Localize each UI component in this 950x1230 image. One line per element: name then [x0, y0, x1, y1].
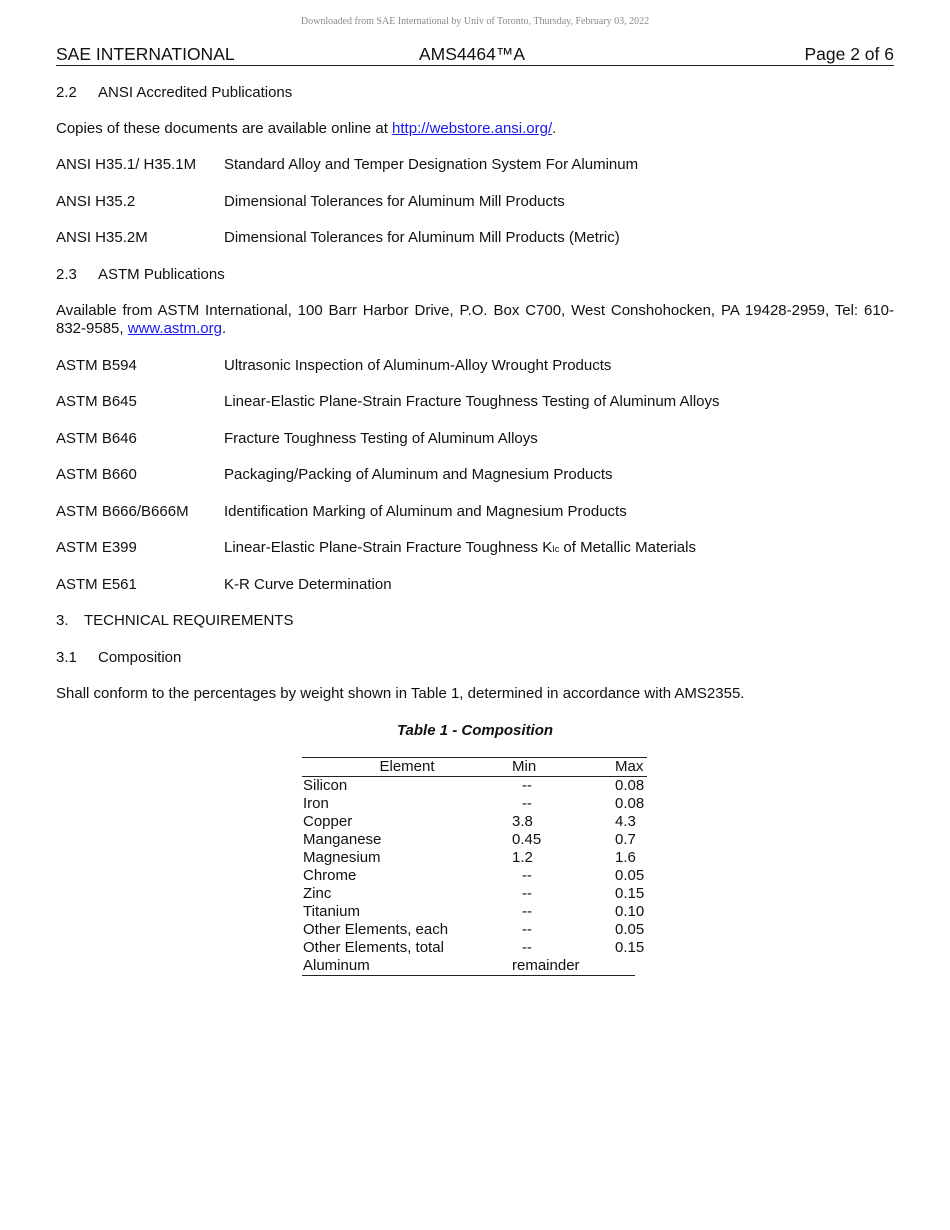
astm-link[interactable]: www.astm.org [127, 320, 222, 337]
cell-min: -- [522, 777, 532, 794]
ref-title: K-R Curve Determination [224, 576, 392, 593]
ref-code: ASTM E399 [56, 539, 137, 556]
ref-title: Fracture Toughness Testing of Aluminum Alloys [224, 430, 538, 447]
intro-text: Available from ASTM International, 100 Barr Harbor Drive, P.O. Box C700, West Conshohocken, PA 19428-2959, Tel: 610-832-9585, [56, 302, 894, 337]
cell-min: 0.45 [512, 831, 542, 848]
header-doc-number: AMS4464™A [419, 44, 526, 64]
cell-max: 0.05 [615, 867, 645, 884]
cell-element: Other Elements, each [303, 921, 449, 938]
table-row [302, 831, 647, 849]
table-caption: Table 1 - Composition [396, 722, 554, 739]
section-2-2-heading [56, 84, 292, 102]
ref-code: ASTM B660 [56, 466, 137, 483]
cell-min: -- [522, 885, 532, 902]
section-2-3-heading [56, 266, 225, 284]
cell-element: Iron [303, 795, 329, 812]
cell-max: 0.05 [615, 921, 645, 938]
table-row [302, 903, 647, 921]
ref-title: Dimensional Tolerances for Aluminum Mill Products [224, 193, 565, 210]
section-2-3-intro [56, 302, 894, 338]
cell-max: 4.3 [615, 813, 636, 830]
ref-code: ANSI H35.2 [56, 193, 136, 210]
table-row [302, 885, 647, 903]
ref-title: Identification Marking of Aluminum and Magnesium Products [224, 503, 627, 520]
composition-table [302, 757, 647, 976]
cell-min: -- [522, 939, 532, 956]
section-title: ASTM Publications [98, 266, 225, 283]
cell-element: Manganese [303, 831, 382, 848]
cell-element: Chrome [303, 867, 357, 884]
cell-max: 0.08 [615, 795, 645, 812]
intro-text: Copies of these documents are available online at [56, 120, 393, 137]
cell-max: 0.08 [615, 777, 645, 794]
ref-code: ASTM E561 [56, 576, 137, 593]
ref-title-post: of Metallic Materials [559, 539, 696, 556]
header-max: Max [615, 758, 644, 775]
cell-max: 0.15 [615, 885, 645, 902]
table-header-row [302, 758, 647, 777]
cell-max: 0.15 [615, 939, 645, 956]
table-row [302, 921, 647, 939]
table-row [302, 867, 647, 885]
ref-title [224, 539, 696, 558]
table-row [302, 777, 647, 795]
cell-element: Silicon [303, 777, 348, 794]
cell-min: -- [522, 795, 532, 812]
section-title: Composition [98, 649, 182, 666]
header-min: Min [512, 758, 537, 775]
table-row [302, 813, 647, 831]
cell-min: -- [522, 867, 532, 884]
section-title: ANSI Accredited Publications [98, 84, 293, 101]
ref-title-pre: Linear-Elastic Plane-Strain Fracture Toughness K [224, 539, 553, 556]
ref-title: Linear-Elastic Plane-Strain Fracture Toughness Testing of Aluminum Alloys [224, 393, 720, 410]
ref-code: ANSI H35.2M [56, 229, 148, 246]
section-3-1-text: Shall conform to the percentages by weight shown in Table 1, determined in accordance with AMS2355. [56, 685, 745, 702]
section-2-2-intro [56, 120, 556, 138]
ref-title: Dimensional Tolerances for Aluminum Mill Products (Metric) [224, 229, 620, 246]
header-org: SAE INTERNATIONAL [56, 44, 235, 64]
cell-element: Copper [303, 813, 353, 830]
cell-min: 3.8 [512, 813, 533, 830]
section-number: 3. [56, 612, 69, 629]
cell-max: 0.7 [615, 831, 636, 848]
section-3-heading [56, 612, 293, 630]
section-3-1-heading [56, 649, 181, 667]
ref-code: ASTM B594 [56, 357, 137, 374]
ref-code: ASTM B646 [56, 430, 137, 447]
ref-title: Ultrasonic Inspection of Aluminum-Alloy Wrought Products [224, 357, 612, 374]
page-header [56, 44, 894, 66]
table-row [302, 849, 647, 867]
cell-min: remainder [512, 957, 580, 974]
cell-min: -- [522, 921, 532, 938]
header-element: Element [379, 758, 435, 775]
intro-end: . [221, 320, 227, 337]
cell-element: Titanium [303, 903, 360, 920]
section-title: TECHNICAL REQUIREMENTS [84, 612, 294, 629]
ref-title-subscript: Ic [552, 544, 560, 554]
ref-title: Packaging/Packing of Aluminum and Magnesium Products [224, 466, 613, 483]
section-number: 3.1 [56, 649, 77, 666]
table-row [302, 939, 647, 957]
cell-min: -- [522, 903, 532, 920]
section-number: 2.3 [56, 266, 77, 283]
intro-end: . [552, 120, 557, 137]
cell-max: 0.10 [615, 903, 645, 920]
ref-code: ANSI H35.1/ H35.1M [56, 156, 197, 173]
section-number: 2.2 [56, 84, 77, 101]
table-row [302, 957, 635, 976]
ref-title: Standard Alloy and Temper Designation System For Aluminum [224, 156, 639, 173]
cell-element: Zinc [303, 885, 332, 902]
cell-element: Other Elements, total [303, 939, 444, 956]
download-watermark: Downloaded from SAE International by Univ of Toronto, Thursday, February 03, 2022 [300, 16, 650, 27]
ref-code: ASTM B645 [56, 393, 137, 410]
header-page-number: Page 2 of 6 [804, 44, 894, 64]
cell-min: 1.2 [512, 849, 533, 866]
cell-max: 1.6 [615, 849, 636, 866]
cell-element: Aluminum [303, 957, 370, 974]
ansi-webstore-link[interactable]: http://webstore.ansi.org/ [392, 120, 553, 137]
cell-element: Magnesium [303, 849, 381, 866]
ref-code: ASTM B666/B666M [56, 503, 189, 520]
table-row [302, 795, 647, 813]
